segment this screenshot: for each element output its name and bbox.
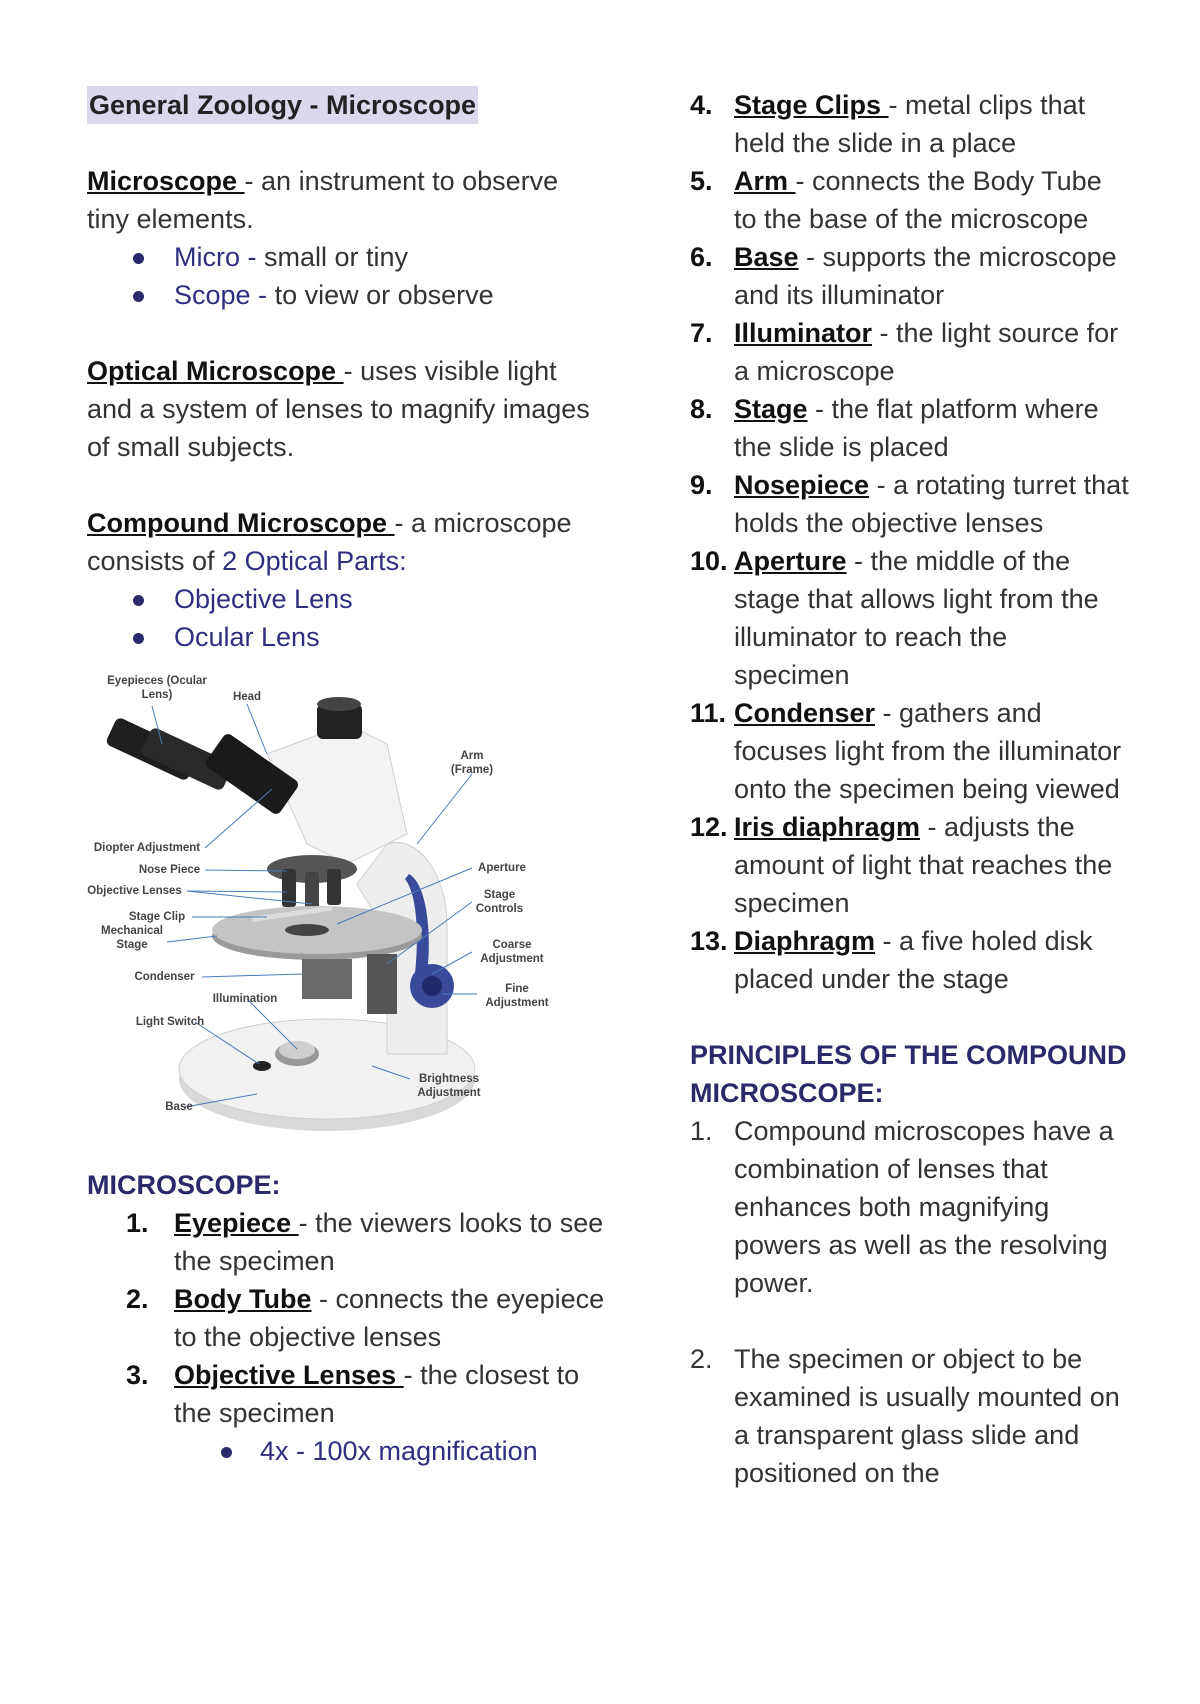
list-item: 1. Eyepiece - the viewers looks to see the specimen [126, 1208, 604, 1276]
principles-heading: PRINCIPLES OF THE COMPOUND MICROSCOPE: [690, 1040, 1127, 1108]
list-item: 4. Stage Clips - metal clips that held the slide in a place [690, 90, 1086, 158]
page-title: General Zoology - Microscope [87, 86, 478, 124]
magnification-note: 4x - 100x magnification [87, 1432, 607, 1470]
figure-label-aperture: Aperture [478, 862, 526, 874]
figure-label-brightness: Brightness Adjustment [417, 1073, 481, 1099]
microscope-definition [87, 162, 607, 238]
figure-label-objective: Objective Lenses [87, 885, 182, 897]
microscope-term: Microscope [87, 166, 245, 196]
figure-label-light-switch: Light Switch [135, 1016, 205, 1028]
list-item: 12. Iris diaphragm - adjusts the amount of light that reaches the specimen [690, 812, 1113, 918]
list-item: 1. Compound microscopes have a combination of lenses that enhances both magnifying powers as well as the resolving power. [690, 1116, 1114, 1298]
figure-label-stage-controls: Stage Controls [475, 889, 524, 915]
right-column [690, 86, 1130, 1492]
figure-label-base: Base [165, 1101, 193, 1113]
optical-definition [87, 352, 607, 466]
list-item: 9. Nosepiece - a rotating turret that holds the objective lenses [690, 470, 1129, 538]
figure-label-illumination: Illumination [212, 993, 278, 1005]
figure-label-stage-clip: Stage Clip [128, 911, 186, 923]
figure-label-diopter: Diopter Adjustment [93, 842, 201, 854]
optical-def: - uses visible light and a system of lenses to magnify images of small subjects. [87, 356, 590, 462]
list-item: Micro - small or tiny [87, 238, 607, 276]
optical-term: Optical Microscope [87, 356, 344, 386]
list-item: 2. Body Tube - connects the eyepiece to the objective lenses [126, 1284, 605, 1352]
microscope-def: - an instrument to observe tiny elements. [87, 166, 559, 234]
list-item: 2. The specimen or object to be examined is usually mounted on a transparent glass slide and positioned on the [690, 1344, 1120, 1488]
list-item: 10. Aperture - the middle of the stage that allows light from the illuminator to reach the specimen [690, 546, 1099, 690]
list-item: 11. Condenser - gathers and focuses light from the illuminator onto the specimen being viewed [690, 698, 1122, 804]
figure-label-nose-piece: Nose Piece [138, 864, 201, 876]
figure-label-coarse: Coarse Adjustment [480, 939, 544, 965]
list-item: Objective Lens [87, 580, 607, 618]
microscope-figure [87, 674, 607, 1162]
list-item: 3. Objective Lenses - the closest to the specimen [126, 1360, 580, 1428]
figure-label-mechanical-stage: Mechanical Stage [101, 925, 163, 951]
figure-label-fine: Fine Adjustment [485, 983, 549, 1009]
list-item: 13. Diaphragm - a five holed disk placed under the stage [690, 926, 1093, 994]
list-item: Ocular Lens [87, 618, 607, 656]
figure-label-condenser: Condenser [134, 971, 195, 983]
list-item: 7. Illuminator - the light source for a microscope [690, 318, 1119, 386]
compound-definition: Compound Microscope - a microscope consists of 2 Optical Parts: [87, 508, 572, 576]
compound-term: Compound Microscope [87, 508, 395, 538]
list-item: Scope - to view or observe [87, 276, 607, 314]
microscope-parts-heading: MICROSCOPE: [87, 1170, 281, 1200]
list-item: 6. Base - supports the microscope and its illuminator [690, 242, 1117, 310]
left-column [87, 86, 607, 1470]
list-item: 5. Arm - connects the Body Tube to the base of the microscope [690, 166, 1102, 234]
figure-label-eyepieces: Eyepieces (Ocular Lens) [107, 675, 207, 701]
list-item: 8. Stage - the flat platform where the slide is placed [690, 394, 1099, 462]
figure-label-arm: Arm (Frame) [450, 750, 494, 776]
figure-label-head: Head [232, 691, 262, 703]
